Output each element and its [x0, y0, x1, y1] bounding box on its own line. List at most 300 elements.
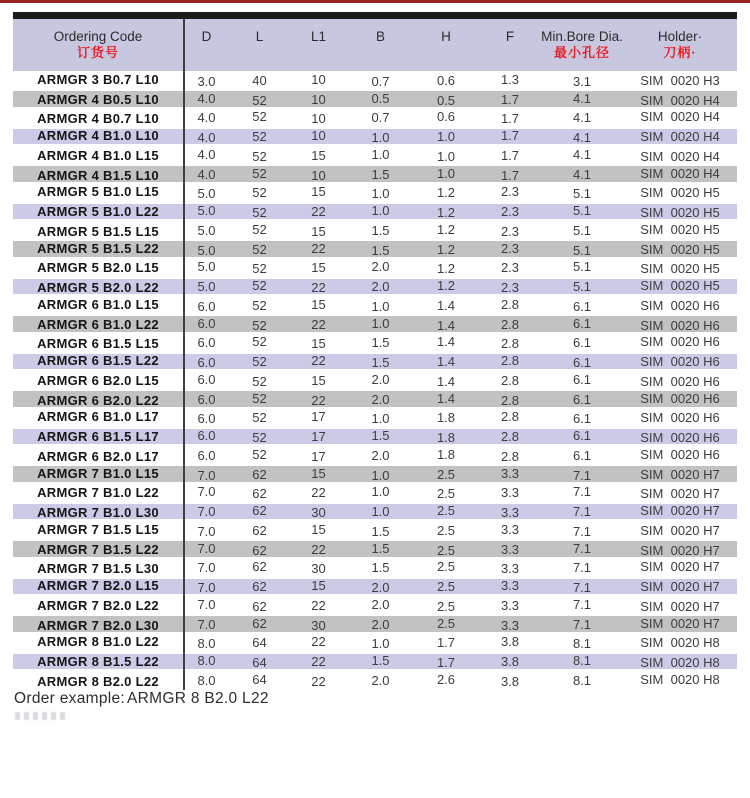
cell-value: 1.7 — [500, 147, 520, 163]
table-row — [13, 390, 737, 409]
table-row — [13, 221, 737, 240]
cell-value: 1.4 — [436, 297, 456, 313]
table-row — [13, 184, 737, 203]
cell-value: 62 — [252, 503, 267, 519]
cell-value: 2.8 — [500, 429, 520, 445]
cell-value: 22 — [311, 597, 326, 613]
cell-value: 52 — [252, 297, 267, 313]
table-row — [13, 559, 737, 578]
cell-value: 2.3 — [500, 184, 520, 200]
cell-ordering-code: ARMGR 5 B1.0 L15 — [37, 184, 159, 200]
cell-value: 52 — [252, 222, 267, 238]
ordering-table — [13, 12, 737, 690]
table-row — [13, 165, 737, 184]
cell-value: 8.1 — [572, 636, 592, 652]
cell-value: 1.0 — [371, 504, 390, 520]
cell-value: SIM 0020 H6 — [640, 390, 720, 406]
cell-value: 1.4 — [436, 354, 456, 370]
cell-value: 4.1 — [572, 166, 592, 182]
cell-value: SIM 0020 H8 — [640, 654, 720, 670]
cell-value: 5.1 — [572, 242, 592, 258]
cell-ordering-code: ARMGR 7 B1.0 L15 — [37, 465, 159, 481]
cell-value: 15 — [311, 372, 326, 388]
table-row — [13, 652, 737, 671]
cell-value: 1.0 — [371, 484, 390, 500]
cell-value: 1.7 — [500, 111, 520, 127]
cell-value: 6.1 — [572, 315, 592, 331]
cell-value: 6.1 — [572, 447, 592, 463]
cell-value: 2.5 — [436, 559, 456, 575]
cell-value: 1.5 — [371, 335, 390, 351]
cell-value: 5.1 — [572, 203, 592, 219]
table-body — [13, 71, 737, 690]
cell-value: 0.7 — [371, 73, 390, 89]
cell-value: 2.0 — [371, 279, 390, 295]
cell-value: 5.0 — [197, 259, 216, 275]
column-header-B — [348, 19, 413, 71]
cell-value: 7.1 — [572, 540, 592, 556]
column-header-en: Ordering Code — [53, 29, 143, 44]
cell-value: 3.3 — [500, 522, 520, 538]
order-example-code: ARMGR 8 B2.0 L22 — [127, 690, 269, 707]
table-row — [13, 446, 737, 465]
table-header — [13, 19, 737, 71]
cell-value: 2.8 — [500, 316, 520, 332]
cell-value: 6.0 — [197, 391, 216, 407]
table-row — [13, 484, 737, 503]
table-row — [13, 577, 737, 596]
cell-value: 7.0 — [197, 616, 216, 632]
cell-value: 1.7 — [436, 654, 456, 670]
cell-value: 2.0 — [371, 672, 390, 688]
cell-value: 1.0 — [371, 129, 390, 145]
table-row — [13, 277, 737, 296]
cell-value: 7.0 — [197, 540, 216, 556]
cell-value: 3.3 — [500, 597, 520, 613]
cell-value: 4.0 — [197, 90, 216, 106]
cell-value: 22 — [311, 279, 326, 295]
cell-value: SIM 0020 H6 — [640, 447, 720, 463]
cell-value: 15 — [311, 522, 326, 538]
cell-ordering-code: ARMGR 6 B2.0 L17 — [37, 448, 159, 464]
cell-value: 1.5 — [371, 540, 390, 556]
cell-value: 0.5 — [371, 90, 390, 106]
table-row — [13, 127, 737, 146]
cell-value: 3.8 — [500, 654, 520, 670]
cell-ordering-code: ARMGR 4 B1.0 L10 — [37, 128, 159, 144]
table-row — [13, 427, 737, 446]
cell-ordering-code: ARMGR 6 B1.0 L15 — [37, 297, 159, 313]
cell-value: 3.3 — [500, 541, 520, 557]
cell-ordering-code: ARMGR 5 B1.5 L22 — [37, 240, 159, 256]
cell-value: 1.5 — [371, 242, 390, 258]
column-header-en: Min.Bore Dia. — [541, 29, 623, 44]
cell-value: 1.5 — [371, 222, 390, 238]
cell-value: 3.3 — [500, 465, 520, 481]
column-header-en: B — [375, 29, 385, 44]
cell-value: 8.1 — [572, 653, 592, 669]
column-header-en: Holder· — [657, 29, 703, 44]
cell-value: 6.1 — [572, 372, 592, 388]
cell-value: 4.1 — [572, 90, 592, 106]
cell-value: 62 — [252, 542, 267, 558]
cell-value: SIM 0020 H7 — [640, 542, 720, 558]
cell-value: 6.1 — [572, 354, 592, 370]
cell-value: 2.8 — [500, 409, 520, 425]
cell-value: 15 — [311, 147, 326, 163]
cell-value: 7.1 — [572, 467, 592, 483]
cell-value: 0.6 — [436, 72, 456, 88]
cell-value: 7.0 — [197, 597, 216, 613]
cell-value: 62 — [252, 486, 267, 502]
cell-value: 5.1 — [572, 279, 592, 295]
column-header-H — [413, 19, 479, 71]
column-header-Ordering Code — [13, 19, 183, 71]
cell-value: SIM 0020 H8 — [640, 672, 720, 688]
cell-value: 52 — [252, 278, 267, 294]
cell-value: 22 — [311, 204, 326, 220]
cell-ordering-code: ARMGR 8 B1.5 L22 — [37, 654, 159, 670]
cell-value: 2.3 — [500, 260, 520, 276]
cell-value: 1.5 — [371, 354, 390, 370]
cell-value: 3.1 — [572, 73, 592, 89]
cell-value: 6.0 — [197, 354, 216, 370]
cell-value: SIM 0020 H6 — [640, 410, 720, 426]
cell-value: 2.0 — [371, 616, 390, 632]
table-row — [13, 352, 737, 371]
table-row — [13, 109, 737, 128]
cell-value: 5.1 — [572, 186, 592, 202]
cell-value: 7.1 — [572, 484, 592, 500]
cell-ordering-code: ARMGR 7 B1.0 L30 — [37, 504, 159, 520]
cell-value: 52 — [252, 261, 267, 277]
cell-value: 15 — [311, 336, 326, 352]
table-row — [13, 296, 737, 315]
table-row — [13, 202, 737, 221]
cell-value: 52 — [252, 447, 267, 463]
cell-value: 7.1 — [572, 504, 592, 520]
cell-value: SIM 0020 H7 — [640, 503, 720, 519]
cell-value: 3.0 — [197, 73, 216, 89]
cell-value: 52 — [252, 410, 267, 426]
cell-value: 52 — [252, 148, 267, 164]
cell-value: 8.0 — [197, 653, 216, 669]
cell-value: 3.3 — [500, 504, 520, 520]
cell-ordering-code: ARMGR 6 B1.0 L17 — [37, 409, 159, 425]
cell-value: 2.0 — [371, 597, 390, 613]
table-row — [13, 240, 737, 259]
cell-value: 5.0 — [197, 186, 216, 202]
column-header-en: D — [201, 29, 212, 44]
cell-value: 5.1 — [572, 222, 592, 238]
cell-ordering-code: ARMGR 4 B0.7 L10 — [37, 111, 159, 127]
cell-value: SIM 0020 H7 — [640, 579, 720, 595]
cell-value: 10 — [311, 111, 326, 127]
cell-value: 22 — [311, 240, 326, 256]
table-row — [13, 540, 737, 559]
cell-value: SIM 0020 H4 — [640, 129, 720, 145]
cell-value: SIM 0020 H5 — [640, 222, 720, 238]
cell-value: SIM 0020 H7 — [640, 486, 720, 502]
table-row — [13, 71, 737, 90]
cell-value: 7.0 — [197, 523, 216, 539]
cell-value: 4.1 — [572, 129, 592, 145]
table-row — [13, 334, 737, 353]
cell-value: 62 — [252, 559, 267, 575]
cell-value: SIM 0020 H4 — [640, 165, 720, 181]
cell-value: 1.2 — [436, 241, 456, 257]
cell-value: 3.3 — [500, 561, 520, 577]
table-row — [13, 409, 737, 428]
cell-ordering-code: ARMGR 8 B2.0 L22 — [37, 673, 159, 689]
cell-value: 1.8 — [436, 429, 456, 445]
cell-value: 15 — [311, 465, 326, 481]
cell-value: 1.4 — [436, 373, 456, 389]
cell-value: 6.1 — [572, 391, 592, 407]
cell-value: SIM 0020 H7 — [640, 559, 720, 575]
cell-value: 52 — [252, 429, 267, 445]
cell-value: 52 — [252, 334, 267, 350]
cell-value: SIM 0020 H7 — [640, 615, 720, 631]
cell-value: 10 — [311, 91, 326, 107]
column-header-en: L1 — [310, 29, 327, 44]
table-row — [13, 371, 737, 390]
cell-value: 2.8 — [500, 392, 520, 408]
cell-value: 2.0 — [371, 447, 390, 463]
column-header-zh: 订货号 — [76, 45, 119, 60]
column-header-en: F — [505, 29, 515, 44]
cell-value: 3.8 — [500, 673, 520, 689]
cell-value: SIM 0020 H5 — [640, 278, 720, 294]
cell-value: 52 — [252, 241, 267, 257]
cell-value: SIM 0020 H4 — [640, 92, 720, 108]
order-example-label: Order example: — [14, 690, 126, 707]
cell-value: 1.0 — [371, 467, 390, 483]
cell-value: 0.5 — [436, 92, 456, 108]
cell-value: 6.1 — [572, 298, 592, 314]
cell-value: 7.0 — [197, 467, 216, 483]
cell-value: 3.3 — [500, 578, 520, 594]
cell-value: 1.0 — [371, 636, 390, 652]
cell-value: 22 — [311, 485, 326, 501]
cell-ordering-code: ARMGR 8 B1.0 L22 — [37, 634, 159, 650]
cell-value: 52 — [252, 204, 267, 220]
cell-ordering-code: ARMGR 7 B1.5 L22 — [37, 541, 159, 557]
cell-ordering-code: ARMGR 4 B1.0 L15 — [37, 147, 159, 163]
cell-value: 62 — [252, 466, 267, 482]
cell-value: 8.0 — [197, 636, 216, 652]
cell-value: 10 — [311, 72, 326, 88]
cell-value: 1.7 — [500, 167, 520, 183]
cell-value: 2.5 — [436, 503, 456, 519]
cell-value: 30 — [311, 504, 326, 520]
cell-value: 1.5 — [371, 166, 390, 182]
cell-value: 52 — [252, 129, 267, 145]
cell-value: 6.0 — [197, 447, 216, 463]
cell-value: 7.1 — [572, 523, 592, 539]
table-row — [13, 671, 737, 690]
cell-value: 15 — [311, 260, 326, 276]
cell-value: 17 — [311, 409, 326, 425]
cell-value: 4.0 — [197, 129, 216, 145]
cell-value: SIM 0020 H7 — [640, 598, 720, 614]
table-top-bar — [13, 12, 737, 19]
cell-value: SIM 0020 H5 — [640, 241, 720, 257]
cell-ordering-code: ARMGR 7 B2.0 L30 — [37, 617, 159, 633]
cell-value: 6.1 — [572, 335, 592, 351]
cell-value: 15 — [311, 578, 326, 594]
cell-value: 2.5 — [436, 579, 456, 595]
cell-value: 1.0 — [371, 298, 390, 314]
cell-ordering-code: ARMGR 4 B0.5 L10 — [37, 91, 159, 107]
cell-value: 52 — [252, 354, 267, 370]
cell-value: 6.0 — [197, 335, 216, 351]
cell-value: 1.5 — [371, 653, 390, 669]
cell-value: 2.8 — [500, 297, 520, 313]
cell-value: 7.0 — [197, 579, 216, 595]
table-row — [13, 521, 737, 540]
cell-value: 1.5 — [371, 428, 390, 444]
cell-value: 6.1 — [572, 428, 592, 444]
cell-value: 62 — [252, 598, 267, 614]
cell-value: 8.1 — [572, 672, 592, 688]
cell-value: 2.8 — [500, 353, 520, 369]
cell-value: 3.3 — [500, 485, 520, 501]
cell-value: 5.0 — [197, 203, 216, 219]
table-row — [13, 634, 737, 653]
cell-ordering-code: ARMGR 6 B1.5 L17 — [37, 429, 159, 445]
cell-ordering-code: ARMGR 5 B1.0 L22 — [37, 204, 159, 220]
cell-value: 6.0 — [197, 372, 216, 388]
cell-value: 2.3 — [500, 240, 520, 256]
cell-value: 1.3 — [500, 72, 520, 88]
cell-value: 62 — [252, 615, 267, 631]
cell-value: 2.8 — [500, 336, 520, 352]
table-row — [13, 146, 737, 165]
column-header-L1 — [289, 19, 348, 71]
cell-value: 1.7 — [500, 91, 520, 107]
cell-value: 5.0 — [197, 242, 216, 258]
cell-value: 30 — [311, 561, 326, 577]
column-header-L — [230, 19, 289, 71]
cell-value: 30 — [311, 617, 326, 633]
cell-value: SIM 0020 H6 — [640, 429, 720, 445]
cell-value: 22 — [311, 673, 326, 689]
cell-value: 22 — [311, 353, 326, 369]
table-row — [13, 259, 737, 278]
cell-value: 1.8 — [436, 410, 456, 426]
cell-value: 3.8 — [500, 634, 520, 650]
cell-value: 1.0 — [436, 148, 456, 164]
cell-value: 1.5 — [371, 523, 390, 539]
cell-ordering-code: ARMGR 6 B1.5 L15 — [37, 336, 159, 352]
cell-value: 1.0 — [371, 186, 390, 202]
cell-value: SIM 0020 H6 — [640, 297, 720, 313]
cell-ordering-code: ARMGR 7 B1.0 L22 — [37, 485, 159, 501]
cell-value: 52 — [252, 390, 267, 406]
cell-value: 2.5 — [436, 486, 456, 502]
cell-value: 4.0 — [197, 147, 216, 163]
cell-value: 17 — [311, 429, 326, 445]
cell-ordering-code: ARMGR 4 B1.5 L10 — [37, 167, 159, 183]
cell-value: 2.5 — [436, 542, 456, 558]
cell-value: 22 — [311, 392, 326, 408]
cell-value: SIM 0020 H4 — [640, 109, 720, 125]
cell-ordering-code: ARMGR 3 B0.7 L10 — [37, 72, 159, 88]
cell-value: 4.0 — [197, 110, 216, 126]
cell-value: 3.3 — [500, 617, 520, 633]
cell-value: 1.2 — [436, 222, 456, 238]
cell-value: SIM 0020 H6 — [640, 317, 720, 333]
cell-ordering-code: ARMGR 6 B2.0 L22 — [37, 392, 159, 408]
cell-value: 2.3 — [500, 223, 520, 239]
cell-value: 4.1 — [572, 110, 592, 126]
cell-value: 52 — [252, 109, 267, 125]
cell-value: 7.1 — [572, 597, 592, 613]
cell-value: SIM 0020 H6 — [640, 373, 720, 389]
table-row — [13, 90, 737, 109]
cell-value: 1.5 — [371, 560, 390, 576]
cell-ordering-code: ARMGR 7 B2.0 L22 — [37, 597, 159, 613]
cell-value: 2.0 — [371, 391, 390, 407]
cell-value: 6.0 — [197, 428, 216, 444]
cell-value: 52 — [252, 165, 267, 181]
cell-value: 40 — [252, 72, 267, 88]
cell-value: 15 — [311, 297, 326, 313]
cell-value: 10 — [311, 128, 326, 144]
column-header-zh: 刀柄· — [663, 45, 697, 60]
cell-ordering-code: ARMGR 5 B2.0 L22 — [37, 279, 159, 295]
cell-value: SIM 0020 H7 — [640, 466, 720, 482]
cell-value: 7.0 — [197, 560, 216, 576]
cell-value: 1.4 — [436, 390, 456, 406]
column-header-Min.Bore Dia. — [541, 19, 623, 71]
cell-ordering-code: ARMGR 7 B1.5 L30 — [37, 561, 159, 577]
cell-value: SIM 0020 H6 — [640, 354, 720, 370]
cell-value: SIM 0020 H7 — [640, 522, 720, 538]
cell-value: 1.0 — [436, 129, 456, 145]
column-divider-line — [183, 19, 185, 690]
cell-value: 2.8 — [500, 372, 520, 388]
cell-value: 6.0 — [197, 411, 216, 427]
cell-value: SIM 0020 H8 — [640, 635, 720, 651]
cell-value: 2.8 — [500, 448, 520, 464]
top-accent-line — [0, 0, 750, 3]
cell-value: 62 — [252, 579, 267, 595]
cell-value: 1.2 — [436, 185, 456, 201]
cell-value: 7.1 — [572, 579, 592, 595]
cell-value: 6.0 — [197, 298, 216, 314]
column-header-zh: 最小孔径 — [553, 45, 610, 60]
cell-ordering-code: ARMGR 7 B2.0 L15 — [37, 578, 159, 594]
cell-value: 52 — [252, 373, 267, 389]
column-header-en: H — [441, 29, 451, 44]
cell-value: 1.0 — [371, 315, 390, 331]
cell-value: 7.0 — [197, 484, 216, 500]
cell-value: SIM 0020 H5 — [640, 261, 720, 277]
cell-value: 1.2 — [436, 278, 456, 294]
table-row — [13, 465, 737, 484]
cell-value: 22 — [311, 541, 326, 557]
cell-value: 2.5 — [436, 466, 456, 482]
cell-value: SIM 0020 H5 — [640, 204, 720, 220]
cell-value: 2.0 — [371, 579, 390, 595]
cell-value: 5.1 — [572, 259, 592, 275]
cell-value: 8.0 — [197, 672, 216, 688]
cell-value: SIM 0020 H3 — [640, 72, 720, 88]
cell-value: 2.0 — [371, 372, 390, 388]
cell-value: 5.0 — [197, 222, 216, 238]
